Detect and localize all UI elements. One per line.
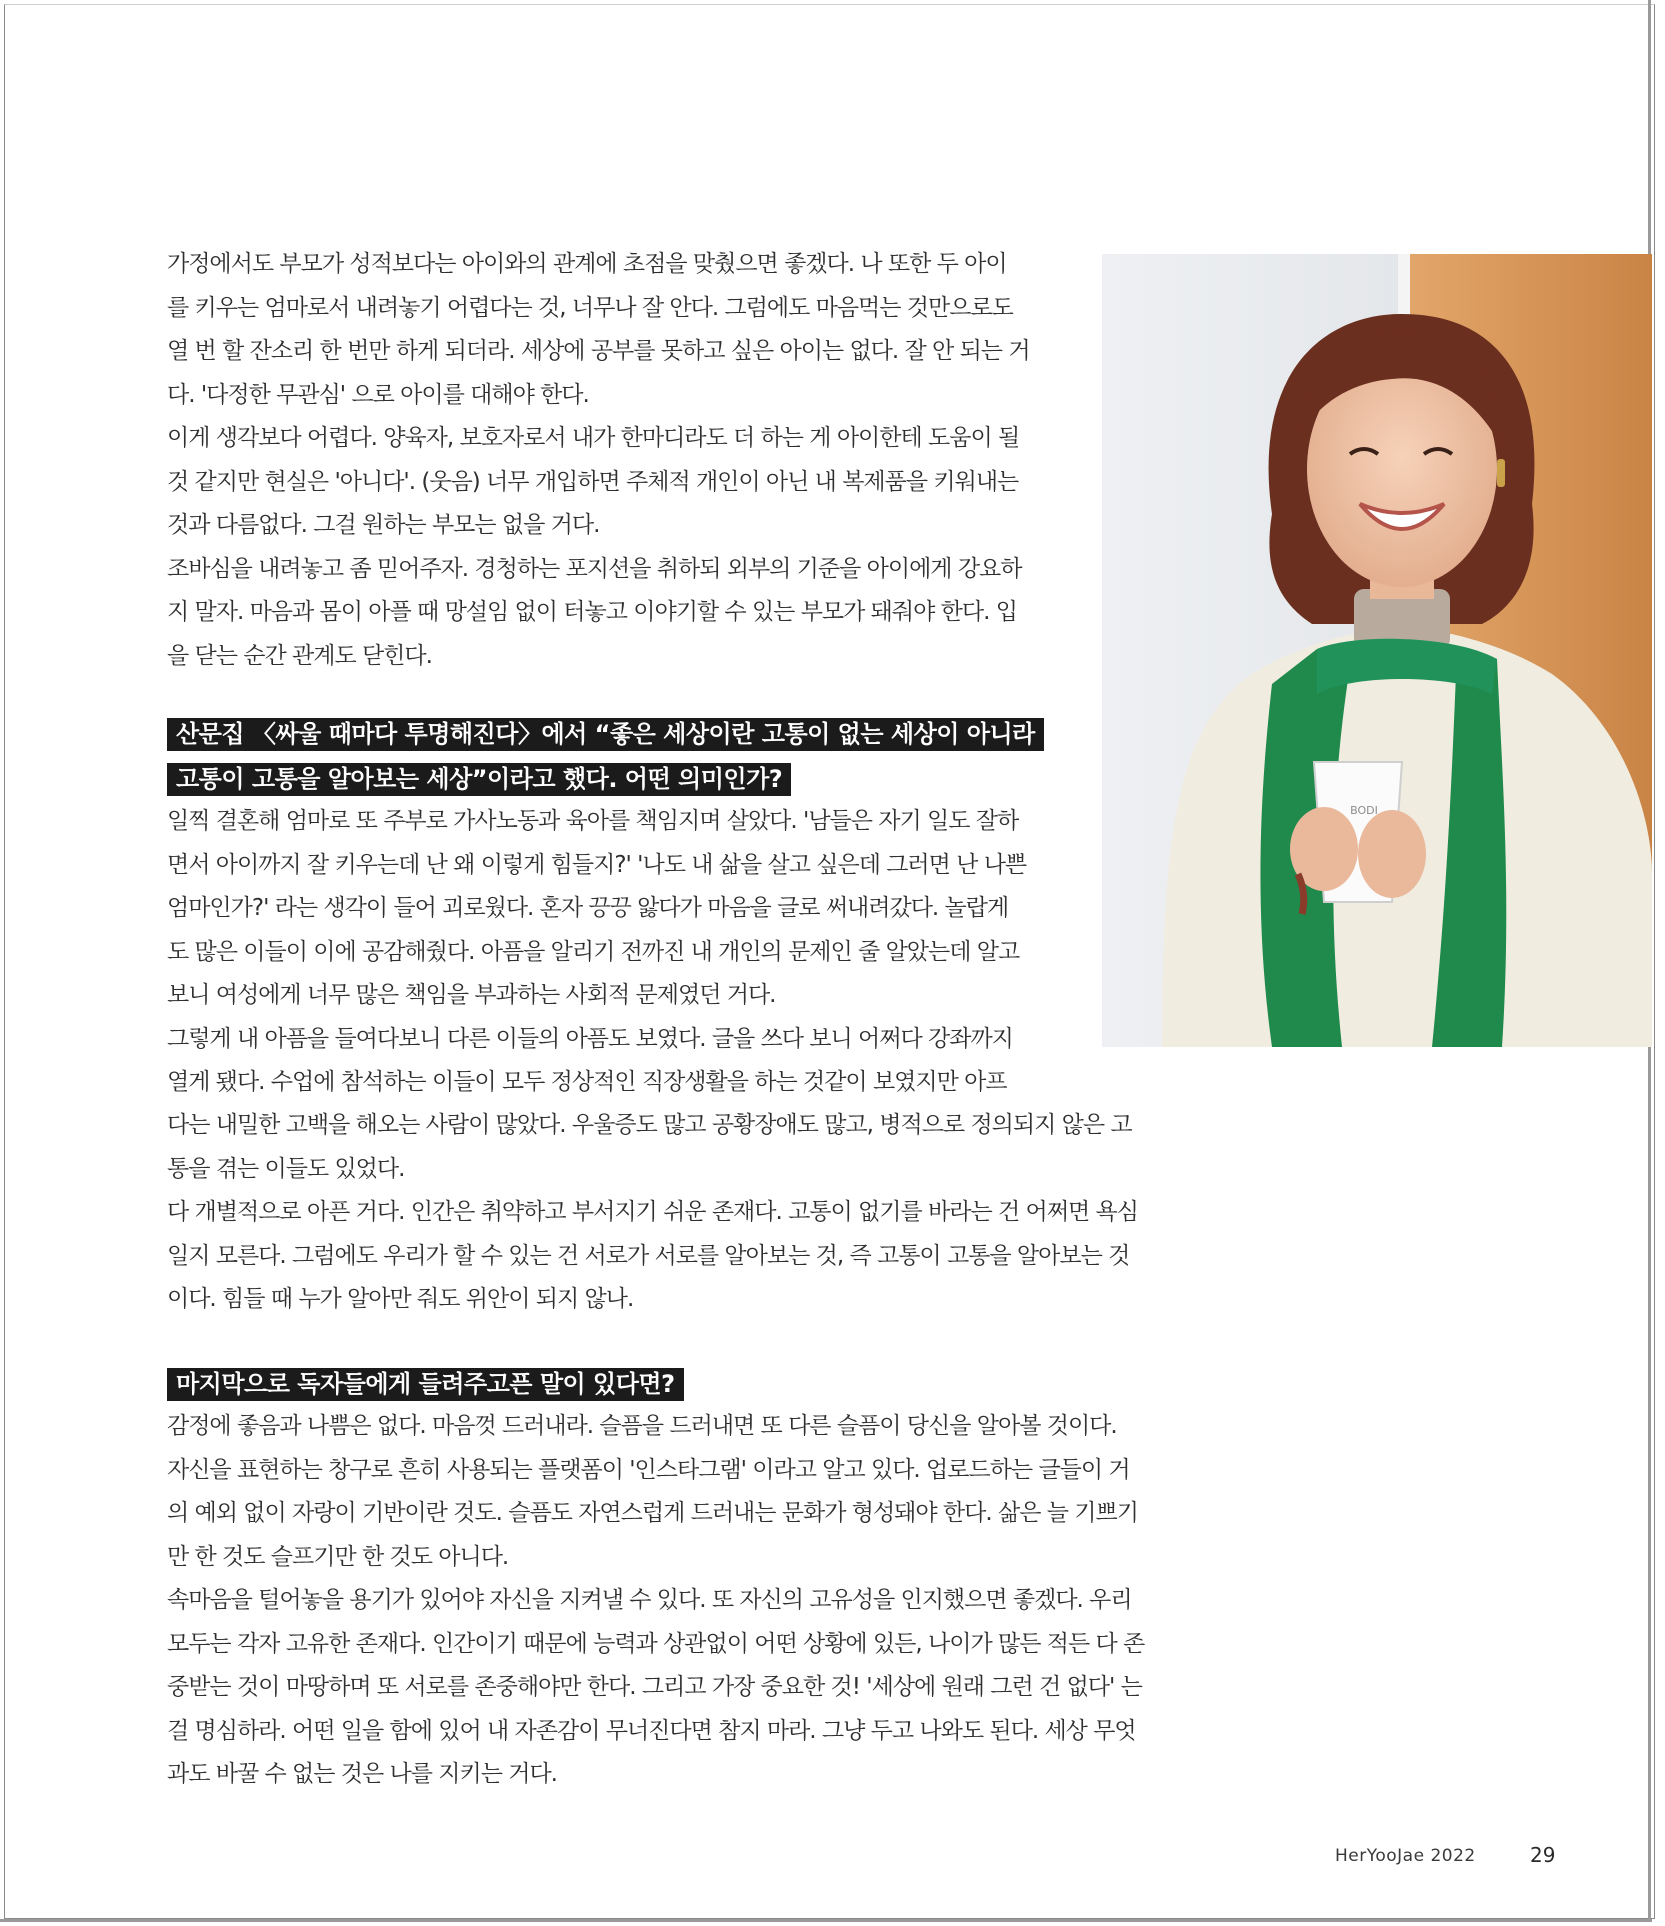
text-line: 걸 명심하라. 어떤 일을 함에 있어 내 자존감이 무너진다면 참지 마라. 그냥 두고 나와도 된다. 세상 무엇 <box>167 1717 1136 1744</box>
text-line: 보니 여성에게 너무 많은 책임을 부과하는 사회적 문제였던 거다. <box>167 982 776 1008</box>
text-line: 것과 다름없다. 그걸 원하는 부모는 없을 거다. <box>167 512 600 538</box>
text-line: 모두는 각자 고유한 존재다. 인간이기 때문에 능력과 상관없이 어떤 상황에 있든, 나이가 많든 적든 다 존 <box>167 1630 1145 1657</box>
text-line: 가정에서도 부모가 성적보다는 아이와의 관계에 초점을 맞췄으면 좋겠다. 나 또한 두 아이 <box>167 251 1007 277</box>
cup-label: BODI <box>1350 804 1378 817</box>
text-line: 이게 생각보다 어렵다. 양육자, 보호자로서 내가 한마디라도 더 하는 게 아이한테 도움이 될 <box>167 425 1020 451</box>
text-line: 면서 아이까지 잘 키우는데 난 왜 이렇게 힘들지?' '나도 내 삶을 살고 싶은데 그러면 난 나쁜 <box>167 851 1027 878</box>
earring <box>1497 459 1505 487</box>
text-line: 을 닫는 순간 관계도 닫힌다. <box>167 642 432 669</box>
text-line: 도 많은 이들이 이에 공감해줬다. 아픔을 알리기 전까진 내 개인의 문제인 줄 알았는데 알고 <box>167 938 1020 965</box>
text-line: 속마음을 털어놓을 용기가 있어야 자신을 지켜낼 수 있다. 또 자신의 고유성을 인지했으면 좋겠다. 우리 <box>167 1587 1132 1613</box>
right-hand <box>1358 810 1426 898</box>
text-line: 자신을 표현하는 창구로 흔히 사용되는 플랫폼이 '인스타그램' 이라고 알고 있다. 업로드하는 글들이 거 <box>167 1456 1130 1483</box>
answer-paragraph-2-continued <box>167 1104 1138 1322</box>
page-edge-bottom <box>0 1919 1652 1922</box>
text-line: 다. '다정한 무관심' 으로 아이를 대해야 한다. <box>167 381 589 408</box>
photo-illustration <box>1102 254 1652 1047</box>
question-heading-2: 마지막으로 독자들에게 들려주고픈 말이 있다면? <box>167 1368 684 1401</box>
text-line: 이다. 힘들 때 누가 알아만 줘도 위안이 되지 않나. <box>167 1286 634 1312</box>
text-line: 과도 바꿀 수 없는 것은 나를 지키는 거다. <box>167 1761 557 1787</box>
text-line: 다 개별적으로 아픈 거다. 인간은 취약하고 부서지기 쉬운 존재다. 고통이 없기를 바라는 건 어쩌면 욕심 <box>167 1199 1138 1225</box>
answer-paragraph-3 <box>167 1405 1145 1797</box>
text-line: 열게 됐다. 수업에 참석하는 이들이 모두 정상적인 직장생활을 하는 것같이 보였지만 아프 <box>167 1069 1007 1095</box>
question-heading-1a: 산문집 〈싸울 때마다 투명해진다〉에서 “좋은 세상이란 고통이 없는 세상이 아니라 <box>167 718 1044 751</box>
text-line: 그렇게 내 아픔을 들여다보니 다른 이들의 아픔도 보였다. 글을 쓰다 보니 어쩌다 강좌까지 <box>167 1025 1013 1052</box>
text-line: 다는 내밀한 고백을 해오는 사람이 많았다. 우울증도 많고 공황장애도 많고, 병적으로 정의되지 않은 고 <box>167 1112 1132 1138</box>
magazine-name: HerYooJae 2022 <box>1335 1846 1476 1866</box>
text-line: 의 예외 없이 자랑이 기반이란 것도. 슬픔도 자연스럽게 드러내는 문화가 형성돼야 한다. 삶은 늘 기쁘기 <box>167 1500 1138 1526</box>
answer-paragraph-1 <box>167 243 1030 678</box>
text-line: 를 키우는 엄마로서 내려놓기 어렵다는 것, 너무나 잘 안다. 그럼에도 마음먹는 것만으로도 <box>167 294 1013 321</box>
text-line: 조바심을 내려놓고 좀 믿어주자. 경청하는 포지션을 취하되 외부의 기준을 아이에게 강요하 <box>167 555 1022 582</box>
interviewee-photo <box>1102 254 1652 1047</box>
text-line: 열 번 할 잔소리 한 번만 하게 되더라. 세상에 공부를 못하고 싶은 아이는 없다. 잘 안 되는 거 <box>167 338 1030 364</box>
text-line: 중받는 것이 마땅하며 또 서로를 존중해야만 한다. 그리고 가장 중요한 것! '세상에 원래 그런 건 없다' 는 <box>167 1674 1142 1700</box>
text-line: 통을 겪는 이들도 있었다. <box>167 1155 405 1182</box>
text-line: 것 같지만 현실은 '아니다'. (웃음) 너무 개입하면 주체적 개인이 아닌 내 복제품을 키워내는 <box>167 468 1019 495</box>
page-number: 29 <box>1530 1843 1556 1867</box>
text-line: 만 한 것도 슬프기만 한 것도 아니다. <box>167 1543 509 1570</box>
text-line: 일찍 결혼해 엄마로 또 주부로 가사노동과 육아를 책임지며 살았다. '남들은 자기 일도 잘하 <box>167 808 1019 834</box>
text-line: 일지 모른다. 그럼에도 우리가 할 수 있는 건 서로가 서로를 알아보는 것, 즉 고통이 고통을 알아보는 것 <box>167 1242 1130 1269</box>
question-heading-1b: 고통이 고통을 알아보는 세상”이라고 했다. 어떤 의미인가? <box>167 763 791 796</box>
text-line: 지 말자. 마음과 몸이 아플 때 망설임 없이 터놓고 이야기할 수 있는 부모가 돼줘야 한다. 입 <box>167 599 1017 625</box>
answer-paragraph-2 <box>167 800 1027 1105</box>
text-line: 감정에 좋음과 나쁨은 없다. 마음껏 드러내라. 슬픔을 드러내면 또 다른 슬픔이 당신을 알아볼 것이다. <box>167 1413 1117 1439</box>
text-line: 엄마인가?' 라는 생각이 들어 괴로웠다. 혼자 끙끙 앓다가 마음을 글로 써내려갔다. 놀랍게 <box>167 895 1009 921</box>
